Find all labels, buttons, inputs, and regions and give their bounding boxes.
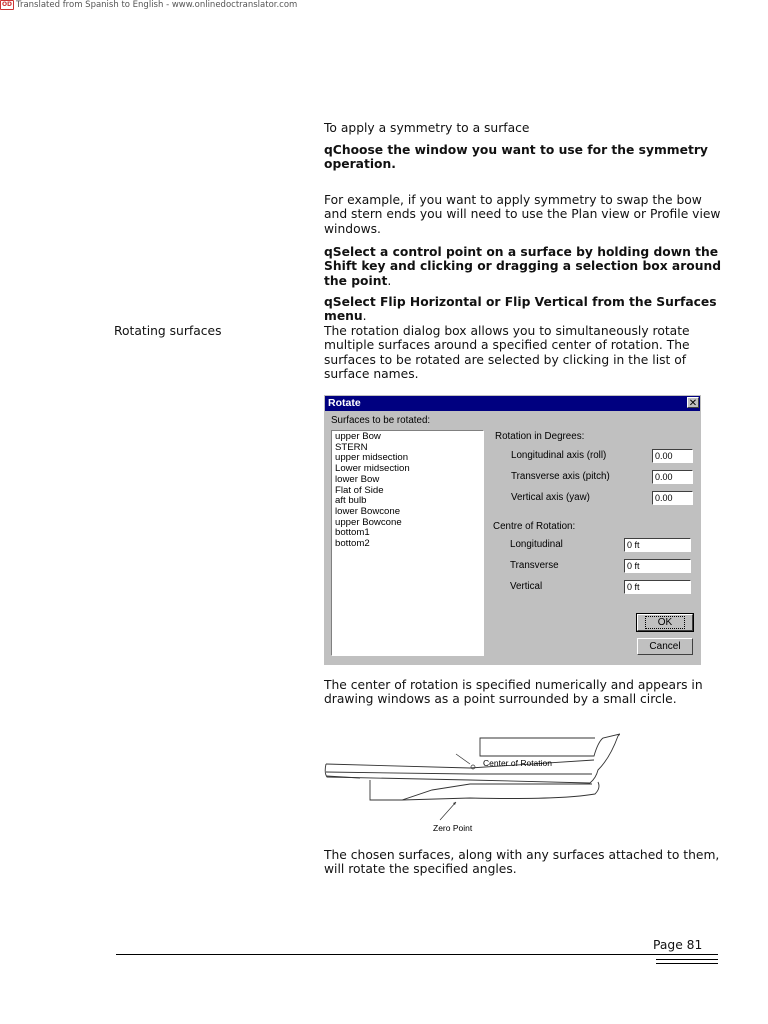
dialog-title: Rotate	[328, 397, 361, 409]
example-paragraph: For example, if you want to apply symmetry to swap the bow and stern ends you will need to use the Plan view or Profile view windows.	[324, 193, 721, 236]
surface-list-item[interactable]: bottom1	[335, 527, 370, 539]
surface-list-item[interactable]: upper Bowcone	[335, 516, 402, 528]
yaw-label: Vertical axis (yaw)	[511, 492, 590, 503]
rotation-group-label: Rotation in Degrees:	[495, 431, 585, 442]
vertical-label: Vertical	[510, 581, 543, 592]
page-number: Page 81	[653, 938, 703, 952]
cancel-button[interactable]: Cancel	[637, 638, 693, 655]
vertical-input[interactable]: 0 ft	[624, 580, 691, 594]
step-select-point-text: qSelect a control point on a surface by holding down the Shift key and clicking or dragging a selection box around the point	[324, 245, 722, 288]
center-description: The center of rotation is specified numerically and appears in drawing windows as a point surrounded by a small circle.	[324, 678, 703, 707]
closing-paragraph: The chosen surfaces, along with any surfaces attached to them, will rotate the specified angles.	[324, 848, 720, 877]
step-flip-end: .	[362, 309, 367, 324]
side-heading: Rotating surfaces	[114, 324, 222, 338]
zero-point-label: Zero Point	[433, 823, 473, 833]
translator-logo-icon: OD	[1, 1, 13, 8]
surface-list-item[interactable]: Flat of Side	[335, 484, 384, 496]
surfaces-list-label: Surfaces to be rotated:	[331, 415, 431, 426]
surfaces-listbox[interactable]	[331, 430, 484, 656]
center-of-rotation-marker	[471, 765, 475, 769]
center-of-rotation-label: Center of Rotation	[483, 758, 552, 768]
surface-list-item[interactable]: upper Bow	[335, 431, 381, 442]
pitch-label: Transverse axis (pitch)	[511, 471, 610, 482]
surface-list-item[interactable]: upper midsection	[335, 452, 409, 464]
translation-banner[interactable]	[0, 0, 297, 10]
transverse-input[interactable]: 0 ft	[624, 559, 691, 573]
surface-list-item[interactable]: Lower midsection	[335, 463, 410, 475]
hull-profile-drawing	[320, 728, 620, 836]
rotate-dialog	[324, 395, 701, 665]
surface-list-item[interactable]: STERN	[335, 441, 368, 453]
close-icon[interactable]: ✕	[688, 398, 698, 409]
step-select-point-end: .	[387, 273, 392, 288]
longitudinal-label: Longitudinal	[510, 539, 563, 550]
transverse-label: Transverse	[510, 560, 559, 571]
pitch-input[interactable]: 0.00	[652, 470, 693, 484]
surface-list-item[interactable]: lower Bowcone	[335, 505, 401, 517]
surface-list-item[interactable]: lower Bow	[335, 473, 380, 485]
intro-line: To apply a symmetry to a surface	[324, 121, 530, 135]
footer-rule	[116, 954, 718, 955]
surface-list-item[interactable]: aft bulb	[335, 495, 367, 507]
ok-button-label: OK	[645, 616, 685, 629]
step-flip	[324, 295, 724, 324]
step-flip-text: qSelect Flip Horizontal or Flip Vertical from the Surfaces menu	[324, 295, 717, 324]
rotation-description: The rotation dialog box allows you to simultaneously rotate multiple surfaces around a specified center of rotation. The surfaces to be rotated are selected by clicking in the list of surface names.	[324, 324, 690, 381]
banner-text[interactable]: Translated from Spanish to English - www.onlinedoctranslator.com	[16, 0, 298, 10]
longitudinal-input[interactable]: 0 ft	[624, 538, 691, 552]
yaw-input[interactable]: 0.00	[652, 491, 693, 505]
centre-group-label: Centre of Rotation:	[493, 521, 576, 532]
ok-button[interactable]	[637, 614, 693, 631]
roll-label: Longitudinal axis (roll)	[511, 450, 607, 461]
dialog-title-bar[interactable]	[325, 396, 700, 411]
footer-double-rule-2	[656, 963, 718, 964]
step-choose-window: qChoose the window you want to use for the symmetry operation.	[324, 143, 708, 172]
roll-input[interactable]: 0.00	[652, 449, 693, 463]
surface-list-item[interactable]: bottom2	[335, 538, 370, 550]
footer-double-rule-1	[656, 959, 718, 960]
hull-diagram	[320, 728, 620, 840]
step-select-point	[324, 245, 724, 288]
